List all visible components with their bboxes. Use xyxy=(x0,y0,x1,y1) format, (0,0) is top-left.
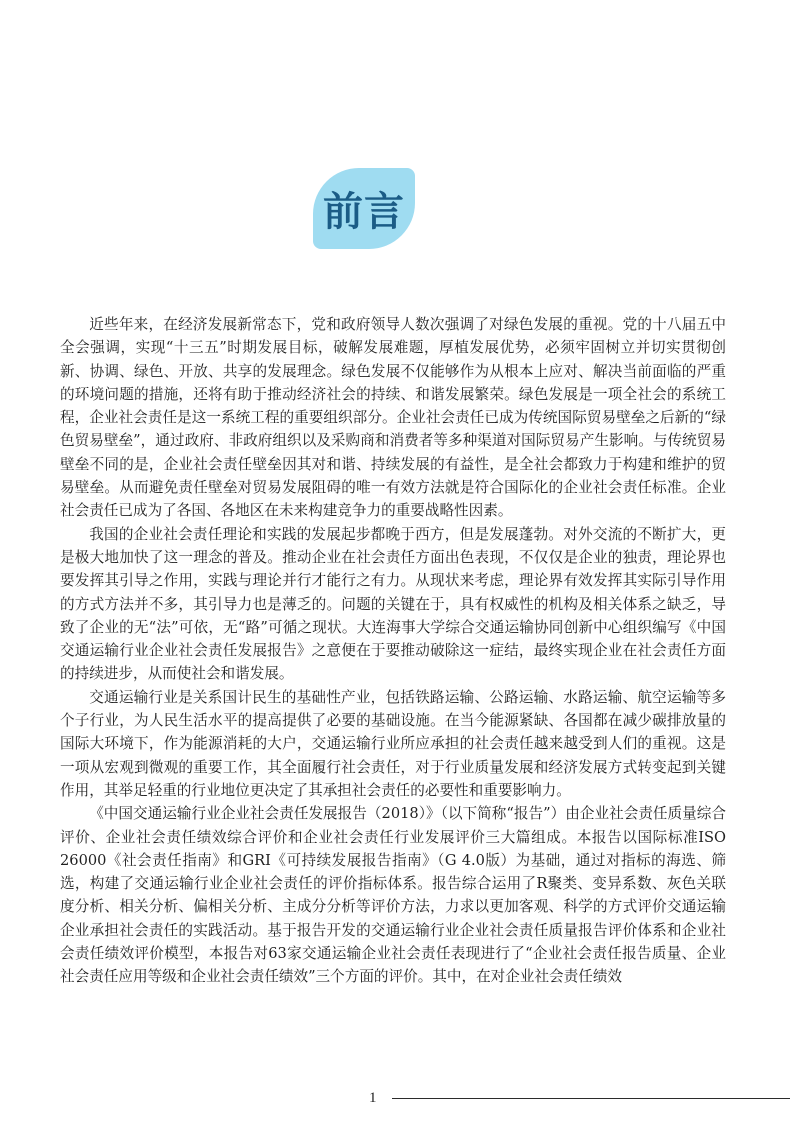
page-footer xyxy=(0,1088,790,1108)
page-number: 1 xyxy=(369,1090,377,1106)
title-badge xyxy=(313,168,415,249)
page-title: 前言 xyxy=(323,189,405,235)
body-text xyxy=(60,313,726,989)
paragraph: 《中国交通运输行业企业社会责任发展报告（2018）》（以下简称“报告”）由企业社会责任质量综合评价、企业社会责任绩效综合评价和企业社会责任行业发展评价三大篇组成。本报告以国际标准ISO 26000《社会责任指南》和GRI《可持续发展报告指南》（G 4.0版）为基础，通过对指标的海选、筛选，构建了交通运输行业企业社会责任的评价指标体系。报告综合运用了R聚类、变异系数、灰色关联度分析、相关分析、偏相关分析、主成分分析等评价方法，力求以更加客观、科学的方式评价交通运输企业承担社会责任的实践活动。基于报告开发的交通运输行业企业社会责任质量报告评价体系和企业社会责任绩效评价模型，本报告对63家交通运输企业社会责任表现进行了“企业社会责任报告质量、企业社会责任应用等级和企业社会责任绩效”三个方面的评价。其中，在对企业社会责任绩效 xyxy=(60,805,726,986)
paragraph: 我国的企业社会责任理论和实践的发展起步都晚于西方，但是发展蓬勃。对外交流的不断扩大，更是极大地加快了这一理念的普及。推动企业在社会责任方面出色表现，不仅仅是企业的独责，理论界也要发挥其引导之作用，实践与理论并行才能行之有力。从现状来考虑，理论界有效发挥其实际引导作用的方式方法并不多，其引导力也是薄乏的。问题的关键在于，具有权威性的机构及相关体系之缺乏，导致了企业的无“法”可依，无“路”可循之现状。大连海事大学综合交通运输协同创新中心组织编写《中国交通运输行业企业社会责任发展报告》之意便在于要推动破除这一症结，最终实现企业在社会责任方面的持续进步，从而使社会和谐发展。 xyxy=(60,525,726,683)
footer-rule xyxy=(392,1098,790,1099)
paragraph: 交通运输行业是关系国计民生的基础性产业，包括铁路运输、公路运输、水路运输、航空运输等多个子行业，为人民生活水平的提高提供了必要的基础设施。在当今能源紧缺、各国都在减少碳排放量的国际大环境下，作为能源消耗的大户，交通运输行业所应承担的社会责任越来越受到人们的重视。这是一项从宏观到微观的重要工作，其全面履行社会责任，对于行业质量发展和经济发展方式转变起到关键作用，其举足轻重的行业地位更决定了其承担社会责任的必要性和重要影响力。 xyxy=(60,688,726,799)
paragraph: 近些年来，在经济发展新常态下，党和政府领导人数次强调了对绿色发展的重视。党的十八届五中全会强调，实现“十三五”时期发展目标，破解发展难题，厚植发展优势，必须牢固树立并切实贯彻创新、协调、绿色、开放、共享的发展理念。绿色发展不仅能够作为从根本上应对、解决当前面临的严重的环境问题的措施，还将有助于推动经济社会的持续、和谐发展繁荣。绿色发展是一项全社会的系统工程，企业社会责任是这一系统工程的重要组织部分。企业社会责任已成为传统国际贸易壁垒之后新的“绿色贸易壁垒”，通过政府、非政府组织以及采购商和消费者等多种渠道对国际贸易产生影响。与传统贸易壁垒不同的是，企业社会责任壁垒因其对和谐、持续发展的有益性，是全社会都致力于构建和维护的贸易壁垒。从而避免责任壁垒对贸易发展阻碍的唯一有效方法就是符合国际化的企业社会责任标准。企业社会责任已成为了各国、各地区在未来构建竞争力的重要战略性因素。 xyxy=(60,316,726,520)
